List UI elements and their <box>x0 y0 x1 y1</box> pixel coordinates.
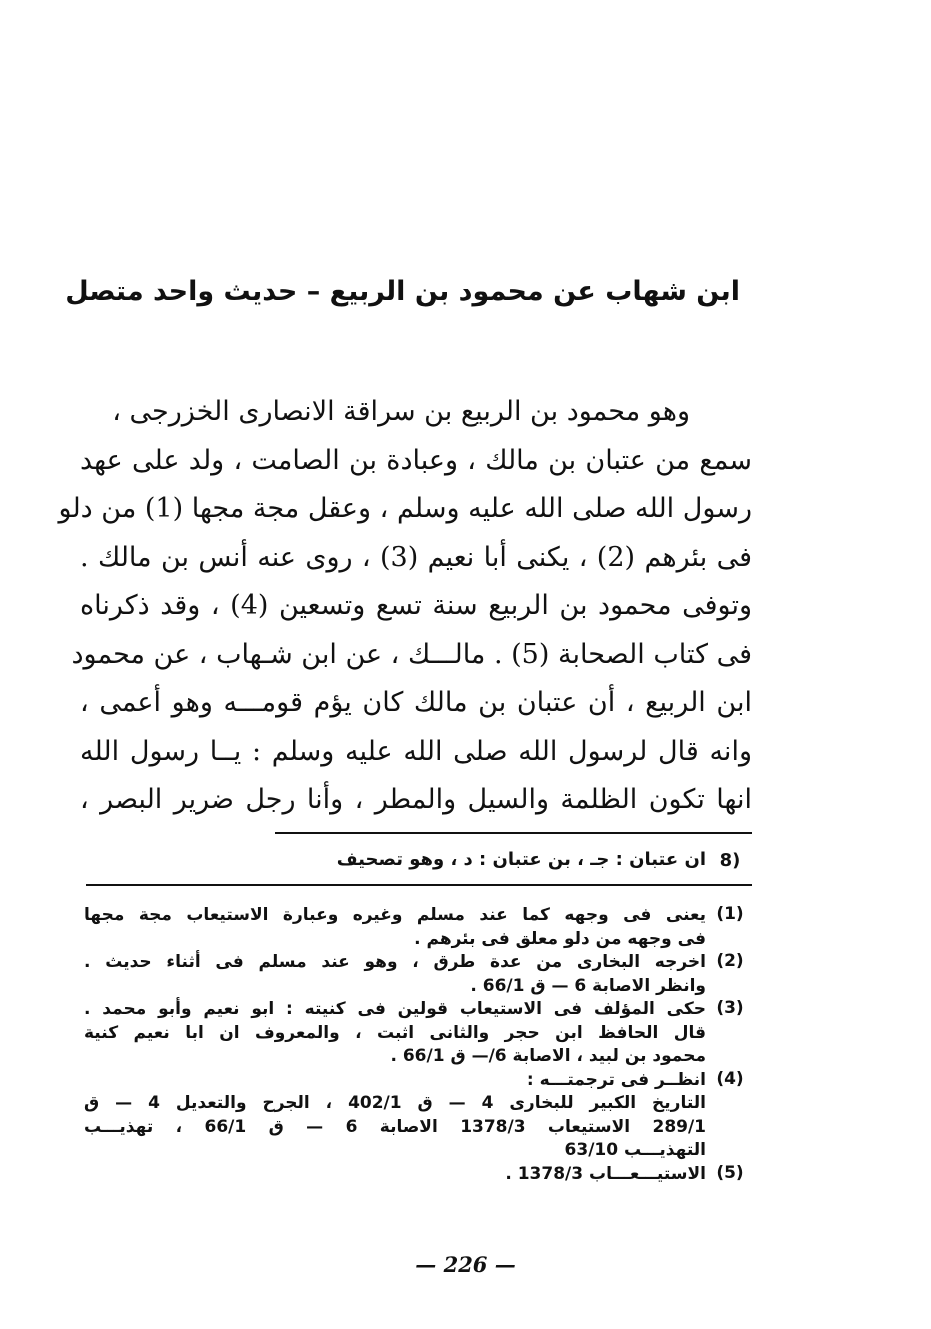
page-number: — 226 — <box>415 1252 516 1277</box>
chapter-title: ابن شهاب عن محمود بن الربيع – حديث واحد متصل <box>65 276 740 307</box>
footnote-line: اخرجه البخارى من عدة طرق ، وهو عند مسلم فى أثناء حديث . <box>84 952 706 972</box>
body-text <box>58 388 752 825</box>
footnote-divider <box>275 832 752 834</box>
footnote-number: (3) <box>716 998 744 1018</box>
body-line: فى كتاب الصحابة (5) . مالـــك ، عن ابن شـهاب ، عن محمود <box>71 638 752 670</box>
footnotes <box>84 904 752 1186</box>
footnote-number: 8) <box>719 850 741 871</box>
body-line: وتوفى محمود بن الربيع سنة تسع وتسعين (4) ، وقد ذكرناه <box>80 590 752 621</box>
body-line: وهو محمود بن الربيع بن سراقة الانصارى الخزرجى ، <box>112 396 690 427</box>
footnote-number: (1) <box>716 904 744 924</box>
footnote-line: الاستيـــعـــاب 1378/3 . <box>505 1163 706 1184</box>
footnote-item <box>84 1069 752 1163</box>
footnote-number: (2) <box>716 951 744 971</box>
footnote-line: يعنى فى وجهه كما عند مسلم وغيره وعبارة الاستيعاب مجة مجها <box>84 905 706 925</box>
footnote-line: التاريخ الكبير للبخارى 4 — ق 402/1 ، الجرح والتعديل 4 — ق <box>84 1093 706 1113</box>
footnote-item <box>84 998 752 1069</box>
footnote-number: (5) <box>716 1162 744 1183</box>
footnote-line: ان عتبان : جـ ، بن عتبان : د ، وهو تصحيف <box>336 849 706 870</box>
body-line: انها تكون الظلمة والسيل والمطر ، وأنا رجل ضرير البصر ، <box>80 784 752 815</box>
body-line: وانه قال لرسول الله صلى الله عليه وسلم : يــا رسول الله <box>80 735 752 767</box>
footnote-item <box>84 848 752 872</box>
footnote-line: التهذيـــب 63/10 <box>564 1140 706 1160</box>
footnote-line: فى وجهه من دلو معلق فى بئرهم . <box>414 928 706 949</box>
footnote-line: حكى المؤلف فى الاستيعاب قولين فى كنيته : ابو نعيم وأبو محمد . <box>84 999 706 1019</box>
footnote-item <box>84 951 752 998</box>
footnote-item <box>84 1163 752 1187</box>
footnote-number: (4) <box>716 1068 744 1089</box>
footnote-item <box>84 904 752 951</box>
footnote-line: 289/1 الاستيعاب 1378/3 الاصابة 6 — ق 66/1 ، تهذيـــب <box>84 1116 707 1137</box>
footnote-line: انظــر فى ترجمتـــه : <box>526 1069 706 1090</box>
footnote-divider <box>86 884 752 886</box>
variant-note <box>84 848 752 878</box>
body-line: ابن الربيع ، أن عتبان بن مالك كان يؤم قومـــه وهو أعمى ، <box>80 687 752 718</box>
body-line: فى بئرهم (2) ، يكنى أبا نعيم (3) ، روى عنه أنس بن مالك . <box>80 541 752 573</box>
footnote-line: وانظر الاصابة 6 — ق 66/1 . <box>470 975 706 996</box>
body-line: سمع من عتبان بن مالك ، وعبادة بن الصامت ، ولد على عهد <box>80 444 752 476</box>
body-line: رسول الله صلى الله عليه وسلم ، وعقل مجة مجها (1) من دلو <box>58 493 752 524</box>
footnote-line: قال الحافظ ابن حجر والثانى اثبت ، والمعروف ان ابا نعيم كنية <box>84 1022 706 1043</box>
footnote-line: محمود بن لبيد ، الاصابة 6/— ق 66/1 . <box>390 1046 706 1066</box>
